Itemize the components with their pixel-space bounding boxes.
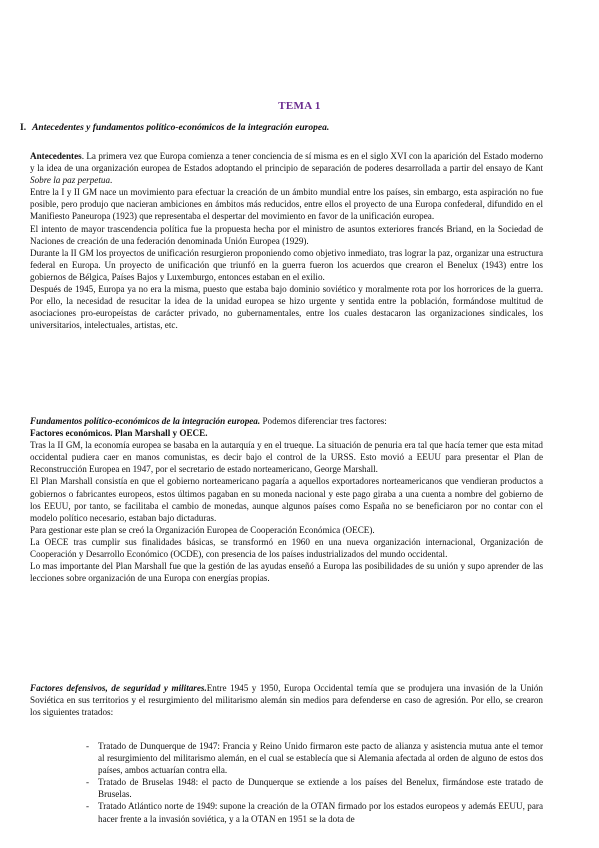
- fundamentos-block: [30, 415, 543, 584]
- antecedentes-block: [30, 150, 543, 331]
- section-heading: [20, 123, 580, 133]
- paragraph-text: . La primera vez que Europa comienza a tener conciencia de sí misma es en el siglo XVI con la aparición del Estado moderno y la idea de una organización europea de Estados adoptando el principio de separación de poderes desarrollada a partir del ensayo de Kant: [30, 151, 543, 174]
- list-dash: -: [86, 777, 90, 788]
- list-item: [88, 800, 543, 824]
- subsection-heading: Factores económicos. Plan Marshall y OECE.: [30, 428, 208, 439]
- fundamentos-heading: Fundamentos político-económicos de la integración europea.: [30, 416, 261, 426]
- paragraph: [30, 682, 543, 718]
- paragraph: [30, 415, 543, 427]
- section-number: I.: [20, 123, 27, 133]
- paragraph-end: .: [110, 175, 113, 186]
- antecedentes-label: Antecedentes: [30, 151, 82, 161]
- paragraph: El intento de mayor trascendencia política fue la propuesta hecha por el ministro de asuntos exteriores francés Briand, en la Sociedad de Naciones de creación de una federación denominada Unión Europea (1929).: [30, 223, 543, 246]
- page-title: TEMA 1: [278, 100, 321, 112]
- list-dash: -: [86, 801, 90, 812]
- paragraph: Entre la I y II GM nace un movimiento para efectuar la creación de un ámbito mundial entre los países, sin embargo, esta aspiración no fue posible, pero produjo que nacieran ambiciones en ámbitos más reducidos, entre ellos el proyecto de una Europa confederal, difundido en el Manifiesto Paneuropa (1923) que representaba el despertar del movimiento en favor de la unificación europea.: [30, 187, 543, 222]
- list-item: [88, 776, 543, 800]
- paragraph: Después de 1945, Europa ya no era la misma, puesto que estaba bajo dominio soviético y moralmente rota por los horrorices de la guerra. Por ello, la necesidad de resucitar la idea de la unidad europea se hizo urgente y sentida entre la población, formándose multitud de asociaciones pro-europeístas de carácter privado, no gubernamentales, entre los cuales destacaron las organizaciones sindicales, los universitarios, intelectuales, artistas, etc.: [30, 284, 543, 331]
- paragraph: Tras la II GM, la economía europea se basaba en la autarquía y en el trueque. La situación de penuria era tal que hacía temer que esta mitad occidental pudiera caer en manos comunistas, es decir bajo el control de la URSS. Esto movió a EEUU para presentar el Plan de Reconstrucción Europea en 1947, por el secretario de estado norteamericano, George Marshall.: [30, 440, 543, 475]
- paragraph: [30, 150, 543, 186]
- list-item: [88, 740, 543, 776]
- list-item-text: Tratado Atlántico norte de 1949: supone la creación de la OTAN firmado por los estados europeos y además EEUU, para hacer frente a la invasión soviética, y a la OTAN en 1951 se la dota de: [98, 801, 543, 824]
- paragraph: El Plan Marshall consistía en que el gobierno norteamericano pagaría a aquellos exportadores norteamericanos que vendieran productos a gobiernos o fabricantes europeos, estos últimos pagaban en su moneda nacional y este pago giraba a una cuenta a nombre del gobierno de los EEUU, por tanto, se facilitaba el cambio de monedas, aunque algunos países como España no se beneficiaron por no contar con el modelo político necesario, estaban bajo dictaduras.: [30, 476, 543, 523]
- list-item-text: Tratado de Dunquerque de 1947: Francia y Reino Unido firmaron este pacto de alianza y asistencia mutua ante el temor al resurgimiento del militarismo alemán, en el cual se establecía que si Alemania afectada al orden de alguno de estos dos países, ambos actuarían contra ella.: [98, 741, 543, 776]
- list-item-text: Tratado de Bruselas 1948: el pacto de Dunquerque se extiende a los países del Benelux, firmándose este tratado de Bruselas.: [98, 777, 543, 800]
- paragraph: La OECE tras cumplir sus finalidades básicas, se transformó en 1960 en una nueva organización internacional, Organización de Cooperación y Desarrollo Económico (OCDE), con presencia de los países industrializados del mundo occidental.: [30, 536, 543, 560]
- paragraph: Para gestionar este plan se creó la Organización Europea de Cooperación Económica (OECE).: [30, 524, 375, 535]
- fundamentos-intro: Podemos diferenciar tres factores:: [260, 416, 387, 426]
- section-heading-text: Antecedentes y fundamentos político-económicos de la integración europea.: [32, 123, 330, 133]
- treaty-list: [88, 740, 543, 825]
- paragraph: Lo mas importante del Plan Marshall fue que la gestión de las ayudas enseñó a Europa las posibilidades de su unión y supo aprender de las lecciones sobre organización de una Europa con energías propias.: [30, 561, 543, 584]
- defensivos-text: Entre 1945 y 1950, Europa Occidental temía que se produjera una invasión de la Unión Soviética en sus territorios y el resurgimiento del militarismo alemán sin medios para defenderse en caso de agresión. Por ello, se crearon los siguientes tratados:: [30, 683, 543, 718]
- book-title: Sobre la paz perpetua: [30, 175, 111, 186]
- defensivos-heading: Factores defensivos, de seguridad y militares.: [30, 683, 207, 693]
- paragraph: Durante la II GM los proyectos de unificación resurgieron proponiendo como objetivo inmediato, tras lograr la paz, organizar una estructura federal en Europa. Un proyecto de unificación que triunfó en la guerra fueron los acuerdos que crearon el Benelux (1943) entre los gobiernos de Bélgica, Países Bajos y Luxemburgo, entonces estaban en el exilio.: [30, 247, 543, 282]
- defensivos-block: [30, 682, 543, 718]
- list-dash: -: [86, 741, 90, 751]
